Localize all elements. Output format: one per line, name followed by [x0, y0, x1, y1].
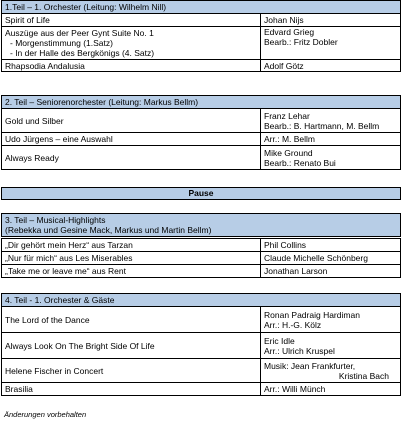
table-row [2, 265, 401, 278]
piece-title: „Nur für mich“ aus Les Miserables [2, 252, 261, 265]
piece-title: Helene Fischer in Concert [2, 359, 261, 383]
table-row [2, 109, 401, 133]
composer: Johan Nijs [261, 14, 401, 27]
section-1-header [1, 0, 401, 14]
composer-line: Kristina Bach [338, 370, 389, 381]
table-row [2, 383, 401, 396]
arranger-line: Bearb.: Renato Bui [264, 157, 336, 168]
composer [261, 359, 401, 383]
piece-title: Always Ready [2, 146, 261, 170]
piece-title: The Lord of the Dance [2, 307, 261, 333]
section-2-header [1, 95, 401, 109]
section-2-table [1, 108, 401, 170]
table-row [2, 27, 401, 60]
table-row [2, 146, 401, 170]
piece-title: „Take me or leave me“ aus Rent [2, 265, 261, 278]
section-title: 3. Teil – Musical-Highlights [5, 215, 106, 225]
composer-line: Ronan Padraig Hardiman [264, 309, 360, 320]
composer [261, 27, 401, 60]
piece-title: Spirit of Life [2, 14, 261, 27]
composer [261, 307, 401, 333]
footnote: Änderungen vorbehalten [4, 410, 87, 419]
section-3-table [1, 238, 401, 278]
composer-line: Franz Lehar [264, 110, 310, 121]
section-1-table [1, 13, 401, 72]
table-row [2, 133, 401, 146]
section-4-header [1, 293, 401, 307]
table-row [2, 333, 401, 359]
arranger-line: Arr.: H.-G. Kölz [264, 319, 322, 330]
piece-title [2, 27, 261, 60]
piece-title: „Dir gehört mein Herz“ aus Tarzan [2, 239, 261, 252]
composer: Adolf Götz [261, 60, 401, 72]
movement-line: - In der Halle des Bergkönigs (4. Satz) [10, 48, 155, 58]
pause-label: Pause [188, 188, 214, 198]
table-row [2, 359, 401, 383]
section-3-header [1, 213, 401, 237]
table-row [2, 14, 401, 27]
movement-line: - Morgenstimmung (1.Satz) [10, 38, 113, 48]
section-title: 2. Teil – Seniorenorchester (Leitung: Markus Bellm) [5, 97, 199, 107]
piece-title: Brasilia [2, 383, 261, 396]
arranger-line: Bearb.: B. Hartmann, M. Bellm [264, 120, 380, 131]
composer-line: Edvard Grieg [264, 27, 315, 37]
table-row [2, 239, 401, 252]
table-row [2, 60, 401, 72]
table-row [2, 252, 401, 265]
section-4-table [1, 306, 401, 396]
composer-line: Musik: Jean Frankfurter, [264, 360, 356, 371]
composer-line: Eric Idle [264, 335, 295, 346]
composer [261, 109, 401, 133]
composer: Phil Collins [261, 239, 401, 252]
arranger-line: Arr.: Ulrich Kruspel [264, 345, 335, 356]
section-title: 4. Teil - 1. Orchester & Gäste [5, 295, 115, 305]
table-row [2, 307, 401, 333]
section-subtitle: (Rebekka und Gesine Mack, Markus und Martin Bellm) [5, 225, 212, 235]
composer [261, 333, 401, 359]
composer [261, 146, 401, 170]
piece-title: Gold und Silber [2, 109, 261, 133]
arranger-line: Bearb.: Fritz Dobler [264, 37, 338, 47]
piece-title-line: Auszüge aus der Peer Gynt Suite No. 1 [5, 28, 154, 38]
pause-banner [1, 187, 401, 200]
composer: Claude Michelle Schönberg [261, 252, 401, 265]
composer-line: Mike Ground [264, 147, 313, 158]
piece-title: Udo Jürgens – eine Auswahl [2, 133, 261, 146]
piece-title: Always Look On The Bright Side Of Life [2, 333, 261, 359]
composer: Arr.: M. Bellm [261, 133, 401, 146]
section-title: 1.Teil – 1. Orchester (Leitung: Wilhelm Nill) [5, 2, 167, 12]
piece-title: Rhapsodia Andalusia [2, 60, 261, 72]
composer: Arr.: Willi Münch [261, 383, 401, 396]
composer: Jonathan Larson [261, 265, 401, 278]
